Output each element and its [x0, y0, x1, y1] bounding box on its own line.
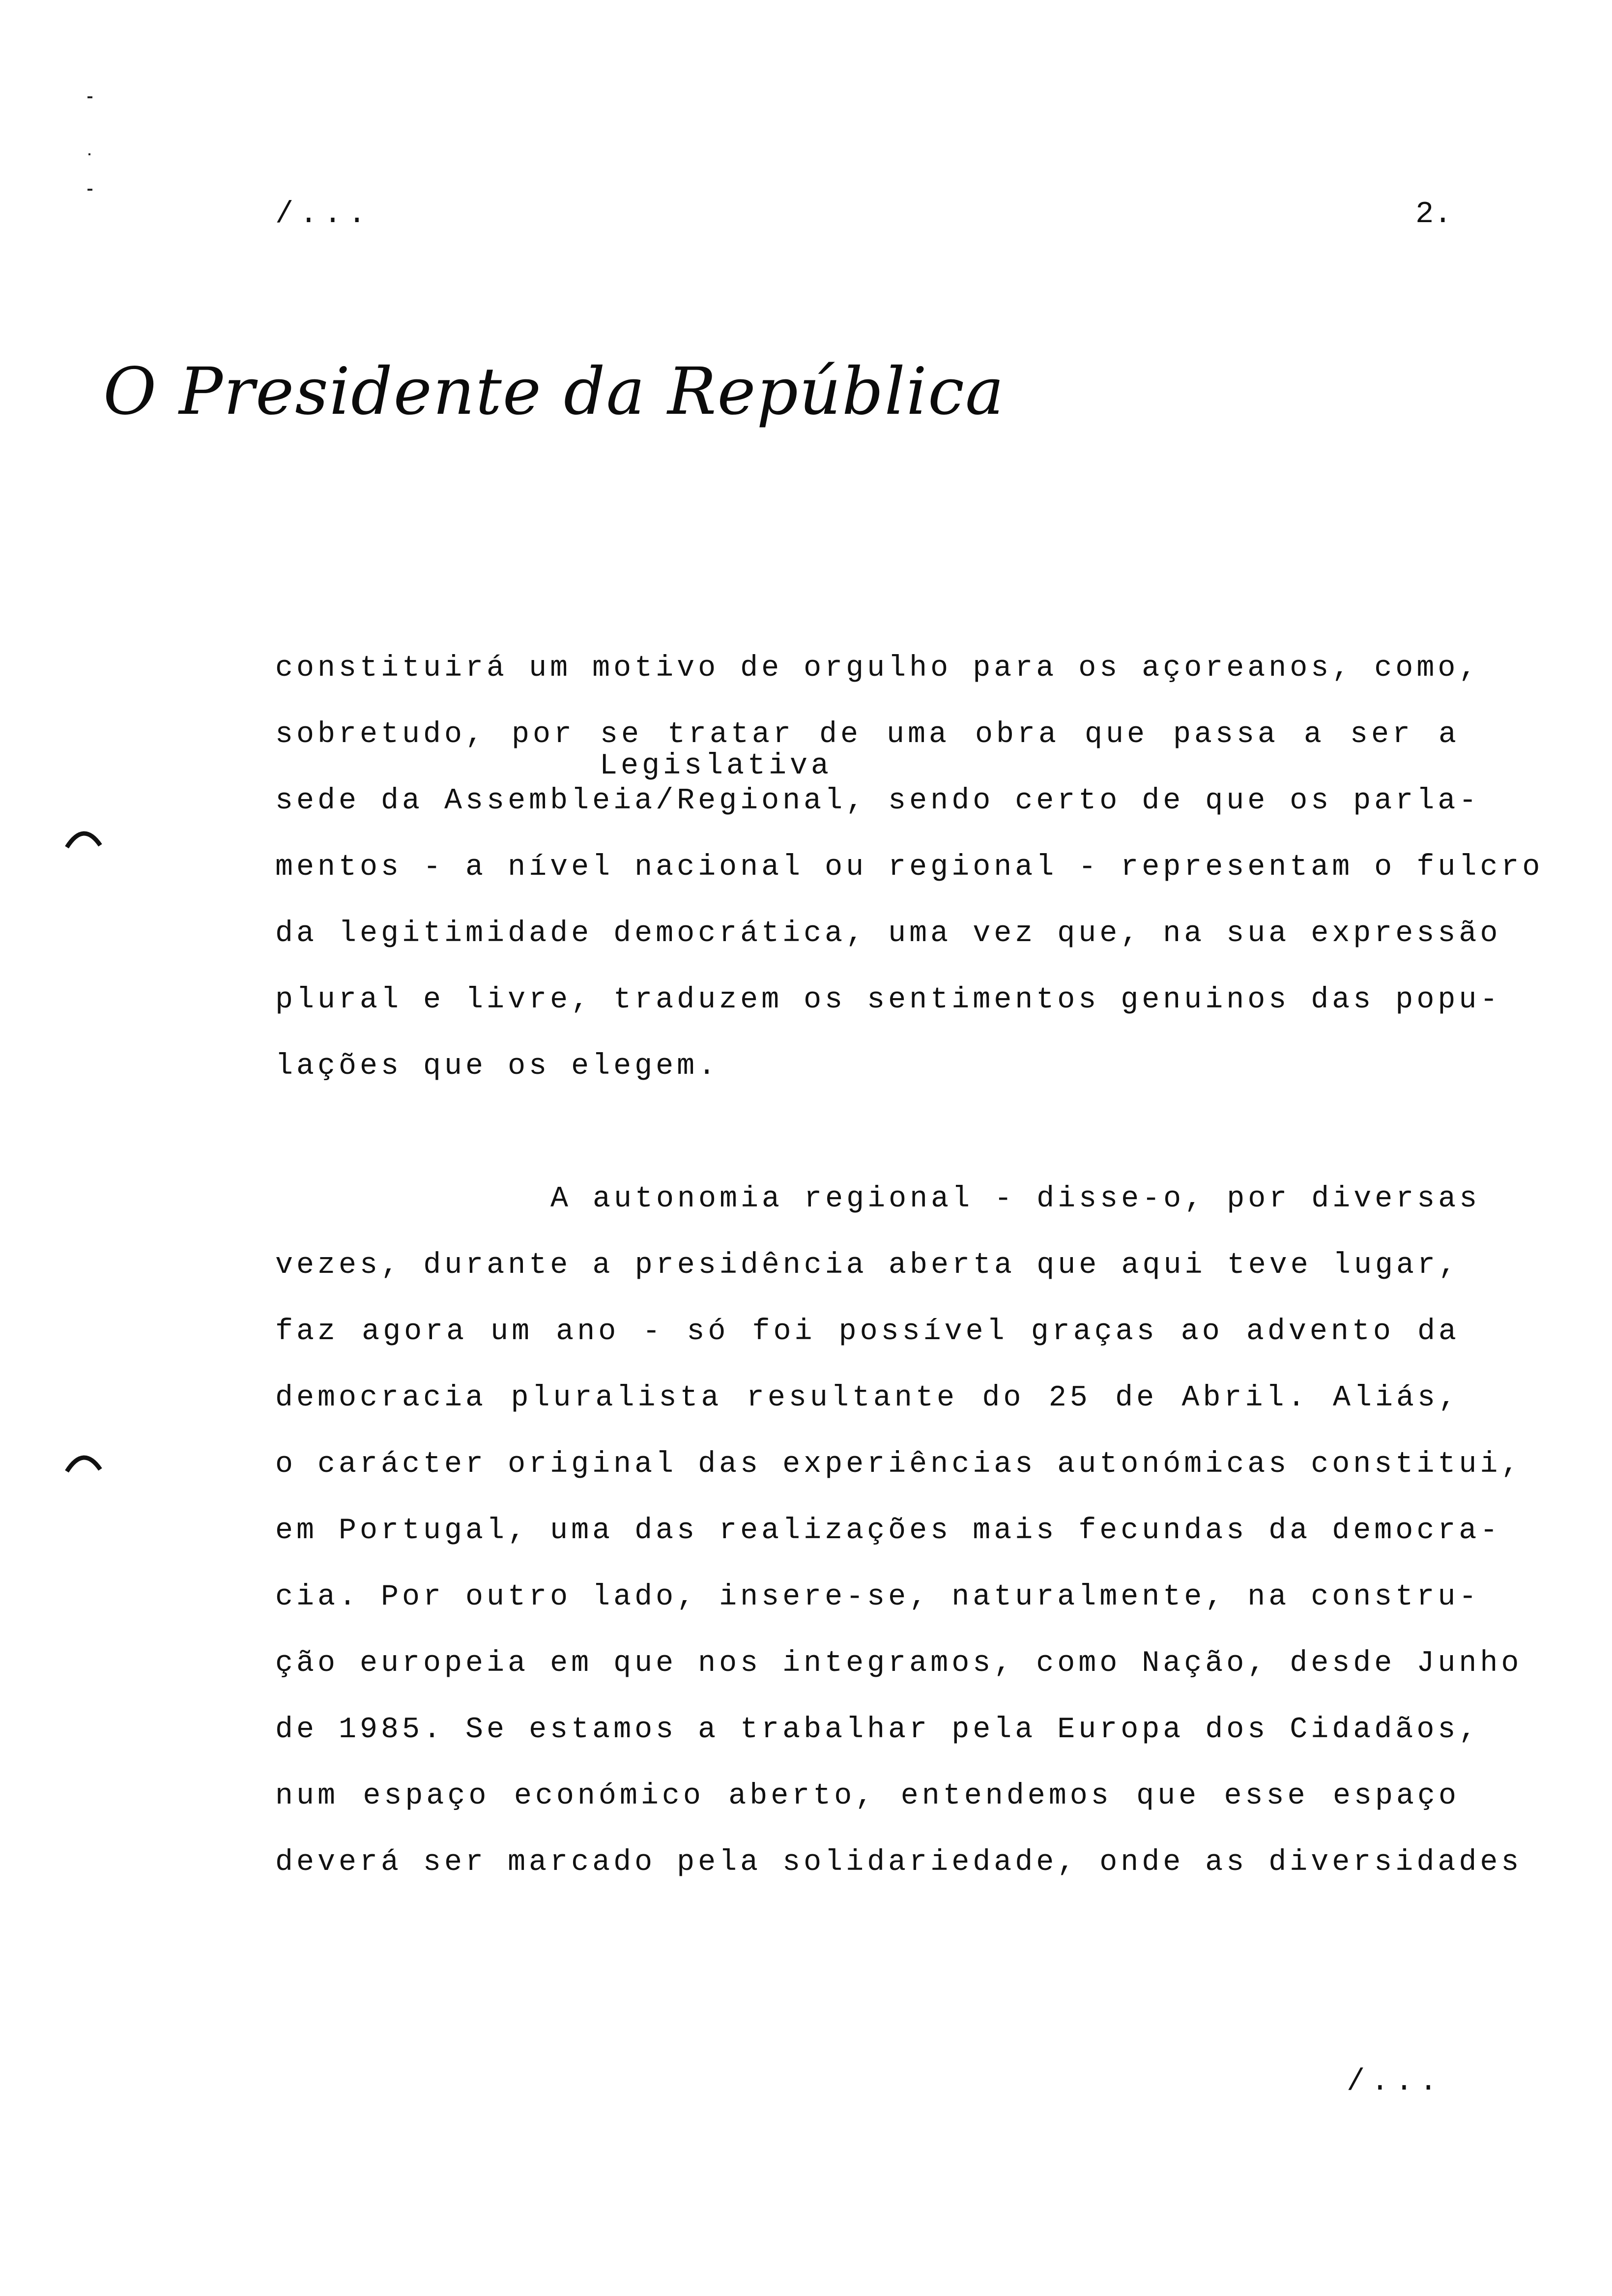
- text-line: sede da Assembleia/Regional, sendo certo de que os parla-: [275, 784, 1480, 818]
- text-line: num espaço económico aberto, entendemos que esse espaço: [275, 1779, 1460, 1813]
- text-line: faz agora um ano - só foi possível graças ao advento da: [275, 1315, 1460, 1349]
- punch-hole-mark: [64, 1450, 103, 1474]
- text-line: vezes, durante a presidência aberta que aqui teve lugar,: [275, 1249, 1460, 1282]
- letterhead-title: O Presidente da República: [103, 354, 1005, 430]
- footer-continuation-mark: /...: [1347, 2064, 1443, 2099]
- header-continuation-mark: /...: [275, 197, 372, 231]
- margin-tick: [87, 189, 92, 191]
- text-line: o carácter original das experiências autonómicas constitui,: [275, 1448, 1523, 1481]
- text-line: constituirá um motivo de orgulho para os açoreanos, como,: [275, 652, 1480, 685]
- text-line: mentos - a nível nacional ou regional - representam o fulcro: [275, 851, 1544, 884]
- text-line: de 1985. Se estamos a trabalhar pela Europa dos Cidadãos,: [275, 1713, 1480, 1747]
- text-line: deverá ser marcado pela solidariedade, onde as diversidades: [275, 1846, 1523, 1879]
- handwritten-insertion: Legislativa: [600, 749, 833, 783]
- page-number: 2.: [1415, 197, 1452, 231]
- text-line: lações que os elegem.: [275, 1050, 720, 1083]
- text-line: ção europeia em que nos integramos, como Nação, desde Junho: [275, 1647, 1523, 1680]
- text-line: em Portugal, uma das realizações mais fecundas da democra-: [275, 1514, 1501, 1548]
- text-line: sobretudo, por se tratar de uma obra que passa a ser a: [275, 718, 1460, 751]
- text-line: A autonomia regional - disse-o, por diversas: [550, 1182, 1481, 1216]
- text-line: plural e livre, traduzem os sentimentos genuinos das popu-: [275, 983, 1501, 1017]
- punch-hole-mark: [64, 826, 103, 850]
- text-line: da legitimidade democrática, uma vez que, na sua expressão: [275, 917, 1501, 950]
- text-line: cia. Por outro lado, insere-se, naturalmente, na constru-: [275, 1580, 1480, 1614]
- margin-tick: [87, 96, 92, 98]
- text-line: democracia pluralista resultante do 25 de Abril. Aliás,: [275, 1381, 1460, 1415]
- margin-tick: [88, 153, 90, 155]
